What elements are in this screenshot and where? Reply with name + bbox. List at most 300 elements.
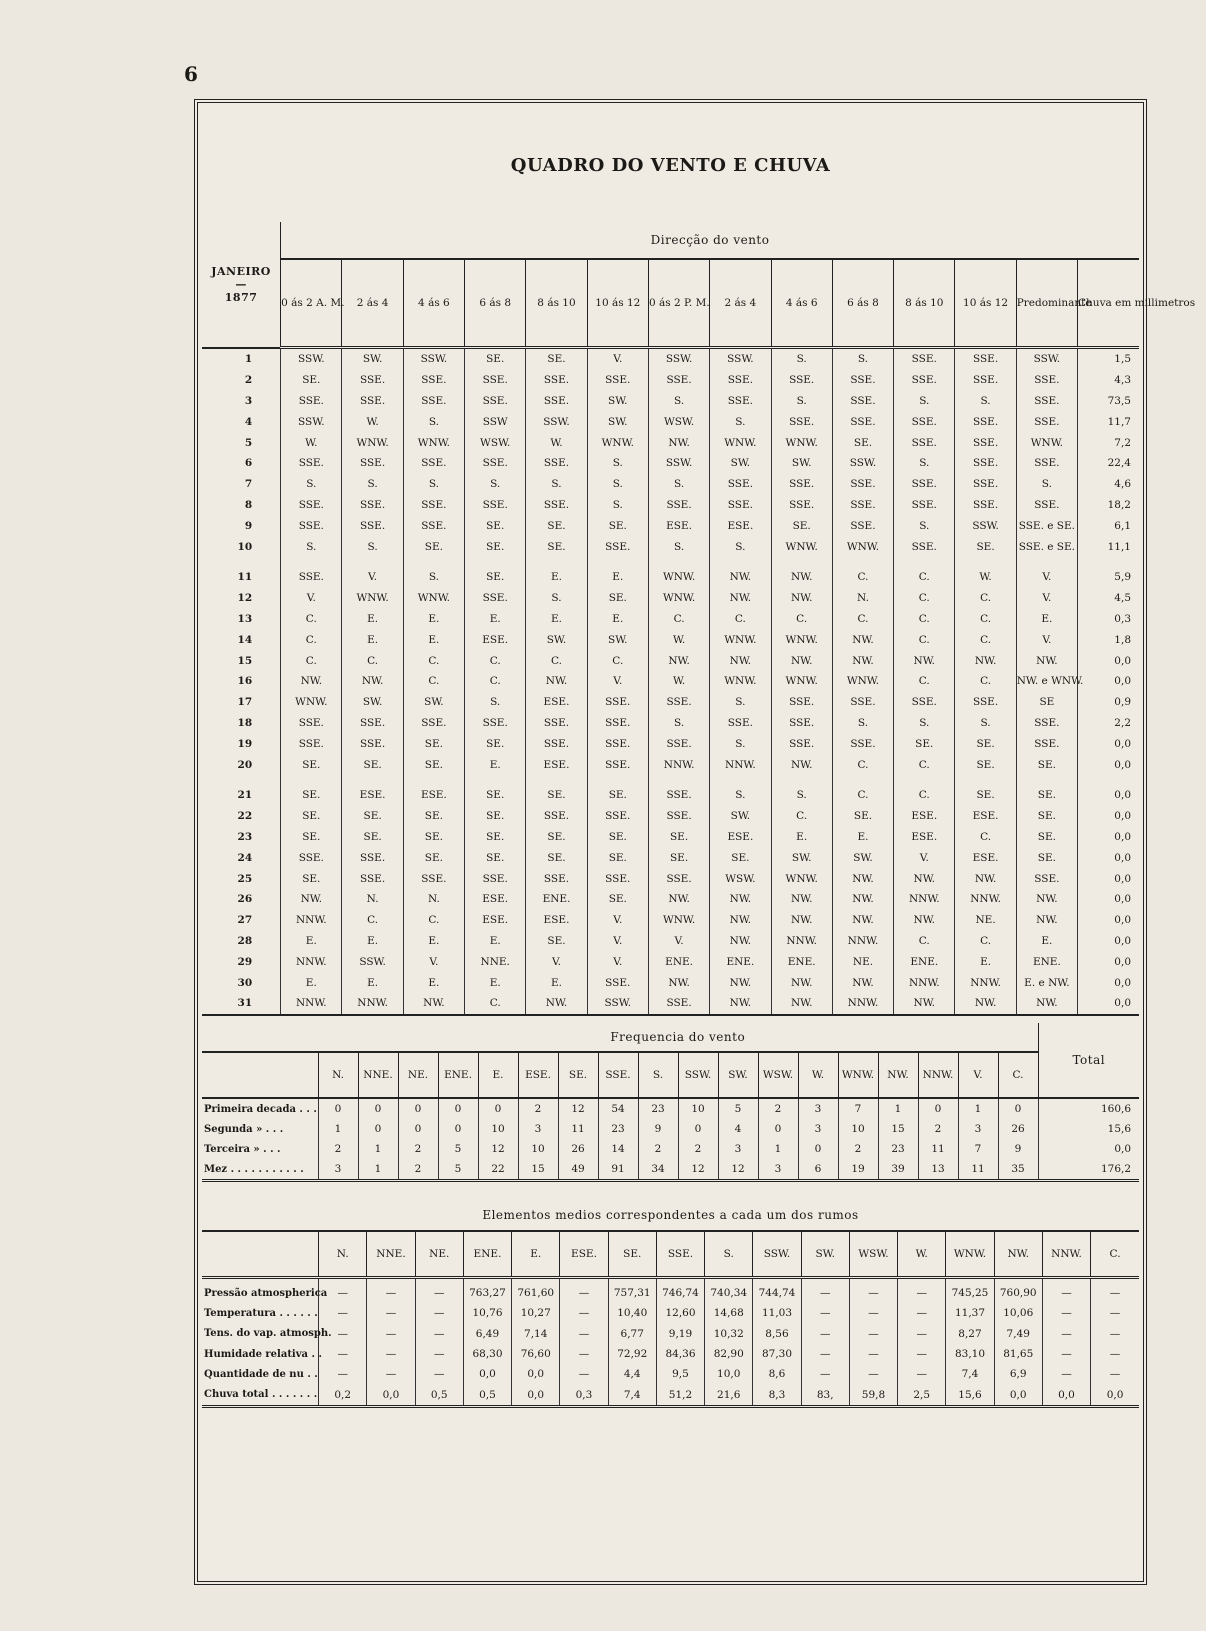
table-row (202, 1364, 1139, 1384)
direction-cell: WNW. (281, 692, 342, 713)
row-label: Segunda » . . . (204, 1123, 284, 1135)
direction-cell: SSE. (771, 411, 832, 432)
column-header: E. (512, 1231, 560, 1278)
frequency-cell: 11 (558, 1119, 598, 1139)
table-row (202, 806, 1139, 827)
frequency-cell: 15 (878, 1119, 918, 1139)
direction-cell: SSE. (771, 370, 832, 391)
rain-cell: 0,0 (1078, 775, 1139, 806)
element-cell: — (560, 1364, 608, 1384)
direction-cell: SSE. (832, 474, 893, 495)
rain-cell: 2,2 (1078, 713, 1139, 734)
table-row (202, 889, 1139, 910)
frequency-cell: 0 (438, 1119, 478, 1139)
frequency-cell: 2 (838, 1139, 878, 1159)
direction-cell: C. (342, 910, 403, 931)
direction-cell: SSE. (648, 733, 709, 754)
direction-cell: SSE. (403, 370, 464, 391)
direction-cell: SE. (281, 806, 342, 827)
row-label: Mez . . . . . . . . . . . (202, 1159, 318, 1181)
frequency-cell: 3 (718, 1139, 758, 1159)
direction-cell: SSE. (955, 474, 1016, 495)
rain-cell: 0,0 (1078, 827, 1139, 848)
direction-cell: V. (526, 951, 587, 972)
frequency-cell: 6 (798, 1159, 838, 1181)
direction-cell: S. (894, 713, 955, 734)
row-label: Primeira decada . . . (204, 1103, 317, 1115)
rain-cell: 0,0 (1078, 806, 1139, 827)
direction-cell: SE. (465, 847, 526, 868)
direction-cell: SE. (281, 868, 342, 889)
direction-cell: SSE. (955, 432, 1016, 453)
column-header: ESE. (518, 1052, 558, 1098)
column-header: 2 ás 4 (710, 259, 771, 348)
element-cell: 0,5 (463, 1384, 511, 1406)
rain-cell: 0,0 (1078, 754, 1139, 775)
direction-cell: SSE. (648, 868, 709, 889)
direction-cell: SSE. (832, 733, 893, 754)
direction-cell: NNW. (281, 993, 342, 1015)
direction-cell: SSE. (465, 588, 526, 609)
direction-cell: C. (465, 650, 526, 671)
direction-cell: SSE. (1016, 495, 1077, 516)
direction-cell: S. (342, 536, 403, 557)
day-cell: 25 (202, 868, 281, 889)
element-cell: — (319, 1324, 367, 1344)
direction-cell: C. (832, 775, 893, 806)
rain-cell: 18,2 (1078, 495, 1139, 516)
table-row (202, 692, 1139, 713)
element-cell: 10,27 (512, 1303, 560, 1323)
rain-cell: 0,0 (1078, 868, 1139, 889)
column-header: SSE. (656, 1231, 704, 1278)
element-cell: 11,03 (753, 1303, 801, 1323)
day-cell: 19 (202, 733, 281, 754)
direction-cell: SE. (526, 515, 587, 536)
column-header: 0 ás 2 P. M. (648, 259, 709, 348)
direction-cell: C. (894, 775, 955, 806)
direction-cell: NW. (832, 629, 893, 650)
direction-cell: SSE. (342, 453, 403, 474)
direction-cell: SSE. (648, 806, 709, 827)
column-header: Predominante (1016, 259, 1077, 348)
table-row (202, 588, 1139, 609)
direction-cell: NW. (832, 910, 893, 931)
frequency-cell: 2 (918, 1119, 958, 1139)
table-row (202, 515, 1139, 536)
direction-cell: SSE. (894, 536, 955, 557)
total-cell: 176,2 (1038, 1159, 1139, 1181)
row-label: Humidade relativa . . (204, 1348, 322, 1360)
frequency-cell: 7 (958, 1139, 998, 1159)
direction-cell: NNW. (832, 931, 893, 952)
day-cell: 28 (202, 931, 281, 952)
direction-cell: SE. (587, 775, 648, 806)
direction-cell: NNW. (955, 972, 1016, 993)
row-label: Terceira » . . . (204, 1143, 281, 1155)
column-header: N. (319, 1231, 367, 1278)
day-cell: 24 (202, 847, 281, 868)
direction-cell: E. (465, 609, 526, 630)
direction-cell: SSE. (955, 453, 1016, 474)
direction-cell: NNW. (648, 754, 709, 775)
element-cell: — (1042, 1278, 1090, 1304)
direction-cell: SSE. (587, 713, 648, 734)
element-cell: 68,30 (463, 1344, 511, 1364)
day-cell: 11 (202, 557, 281, 588)
column-header: SSW. (678, 1052, 718, 1098)
elements-caption: Elementos medios correspondentes a cada um dos rumos (202, 1200, 1139, 1231)
column-header: 8 ás 10 (894, 259, 955, 348)
element-cell: 0,0 (463, 1364, 511, 1384)
element-cell: 8,27 (946, 1324, 994, 1344)
direction-cell: E. (526, 609, 587, 630)
direction-cell: SE. (465, 348, 526, 370)
direction-cell: E. (403, 629, 464, 650)
direction-cell: WNW. (648, 557, 709, 588)
direction-cell: ESE. (465, 910, 526, 931)
direction-cell: S. (587, 474, 648, 495)
direction-cell: SSE. (281, 453, 342, 474)
direction-cell: NW. (1016, 993, 1077, 1015)
direction-cell: SE. (648, 827, 709, 848)
frequency-cell: 10 (678, 1098, 718, 1119)
direction-cell: SE. (1016, 775, 1077, 806)
direction-cell: SE. (955, 754, 1016, 775)
direction-cell: SSE. (710, 713, 771, 734)
direction-cell: WNW. (771, 536, 832, 557)
element-cell: — (415, 1278, 463, 1304)
rain-cell: 1,5 (1078, 348, 1139, 370)
direction-cell: SSE. (710, 391, 771, 412)
element-cell: — (1091, 1324, 1139, 1344)
direction-cell: NW. (771, 889, 832, 910)
column-header: WNW. (946, 1231, 994, 1278)
direction-cell: NW. (403, 993, 464, 1015)
element-cell: — (801, 1344, 849, 1364)
direction-cell: SE (1016, 692, 1077, 713)
element-cell: 76,60 (512, 1344, 560, 1364)
rain-cell: 4,5 (1078, 588, 1139, 609)
direction-cell: SSE. (1016, 733, 1077, 754)
direction-cell: SE. (465, 733, 526, 754)
element-cell: 6,77 (608, 1324, 656, 1344)
day-cell: 18 (202, 713, 281, 734)
direction-cell: WNW. (832, 536, 893, 557)
day-cell: 21 (202, 775, 281, 806)
direction-cell: SW. (342, 348, 403, 370)
direction-cell: SSE. e SE. (1016, 515, 1077, 536)
column-header: NW. (878, 1052, 918, 1098)
direction-cell: S. (403, 557, 464, 588)
direction-cell: SE. (771, 515, 832, 536)
direction-cell: S. (710, 733, 771, 754)
direction-cell: SSE. (403, 391, 464, 412)
direction-cell: SE. (342, 754, 403, 775)
frequency-cell: 23 (598, 1119, 638, 1139)
frequency-cell: 19 (838, 1159, 878, 1181)
element-cell: 744,74 (753, 1278, 801, 1304)
element-cell: 7,14 (512, 1324, 560, 1344)
direction-cell: V. (587, 671, 648, 692)
element-cell: — (898, 1303, 946, 1323)
direction-cell: SE. (526, 348, 587, 370)
direction-cell: SE. (465, 557, 526, 588)
direction-cell: C. (894, 754, 955, 775)
direction-cell: SSE. (342, 495, 403, 516)
direction-cell: NNW. (955, 889, 1016, 910)
direction-cell: NW. (1016, 910, 1077, 931)
direction-cell: C. (894, 671, 955, 692)
element-cell: — (1042, 1324, 1090, 1344)
direction-cell: SSE. (648, 775, 709, 806)
direction-cell: SSE. (955, 370, 1016, 391)
direction-cell: S. (894, 515, 955, 536)
direction-cell: SE. (342, 827, 403, 848)
direction-cell: W. (281, 432, 342, 453)
element-cell: — (560, 1303, 608, 1323)
column-header: 6 ás 8 (465, 259, 526, 348)
element-cell: 0,0 (1042, 1384, 1090, 1406)
direction-cell: S. (526, 474, 587, 495)
direction-cell: C. (955, 931, 1016, 952)
rain-cell: 1,8 (1078, 629, 1139, 650)
direction-cell: SE. (587, 588, 648, 609)
element-cell: — (1042, 1303, 1090, 1323)
day-cell: 4 (202, 411, 281, 432)
rain-cell: 0,0 (1078, 733, 1139, 754)
day-cell: 12 (202, 588, 281, 609)
direction-cell: SSE. (281, 515, 342, 536)
direction-cell: SSE. (648, 370, 709, 391)
direction-cell: SSW (465, 411, 526, 432)
direction-cell: C. (894, 588, 955, 609)
table-row (202, 1324, 1139, 1344)
direction-cell: SW. (403, 692, 464, 713)
column-header: NNW. (1042, 1231, 1090, 1278)
total-cell: 15,6 (1038, 1119, 1139, 1139)
direction-cell: SSE. (1016, 713, 1077, 734)
direction-cell: NW. (832, 889, 893, 910)
frequency-cell: 0 (358, 1098, 398, 1119)
direction-cell: WSW. (465, 432, 526, 453)
direction-cell: SSE. (832, 495, 893, 516)
direction-cell: NW. (710, 889, 771, 910)
frequency-cell: 2 (638, 1139, 678, 1159)
direction-cell: C. (465, 671, 526, 692)
direction-cell: NW. (281, 671, 342, 692)
table-row (202, 993, 1139, 1015)
direction-cell: SSE. (955, 495, 1016, 516)
frequency-cell: 23 (878, 1139, 918, 1159)
frequency-cell: 3 (958, 1119, 998, 1139)
column-header: SE. (608, 1231, 656, 1278)
direction-cell: WNW. (832, 671, 893, 692)
element-cell: — (367, 1364, 415, 1384)
direction-cell: E. (832, 827, 893, 848)
day-cell: 22 (202, 806, 281, 827)
direction-cell: NW. (955, 650, 1016, 671)
column-header: 8 ás 10 (526, 259, 587, 348)
direction-cell: SSE. (771, 474, 832, 495)
table-row (202, 910, 1139, 931)
direction-cell: NW. (771, 754, 832, 775)
column-header: S. (638, 1052, 678, 1098)
element-cell: — (801, 1278, 849, 1304)
column-header: C. (1091, 1231, 1139, 1278)
day-cell: 14 (202, 629, 281, 650)
direction-cell: NW. (526, 671, 587, 692)
direction-cell: E. (771, 827, 832, 848)
element-cell: 81,65 (994, 1344, 1042, 1364)
direction-cell: NW. (955, 868, 1016, 889)
table-row (202, 1098, 1139, 1119)
direction-cell: SE. (403, 536, 464, 557)
frequency-cell: 1 (758, 1139, 798, 1159)
day-cell: 1 (202, 348, 281, 370)
direction-cell: SE. (587, 515, 648, 536)
table-row (202, 775, 1139, 806)
direction-cell: S. (771, 348, 832, 370)
rain-cell: 22,4 (1078, 453, 1139, 474)
column-header: V. (958, 1052, 998, 1098)
table-row (202, 650, 1139, 671)
element-cell: — (801, 1324, 849, 1344)
direction-cell: WNW. (1016, 432, 1077, 453)
direction-cell: WNW. (648, 910, 709, 931)
direction-cell: WNW. (403, 588, 464, 609)
direction-cell: SSE. (771, 495, 832, 516)
direction-cell: SSE. (832, 515, 893, 536)
frequency-cell: 9 (638, 1119, 678, 1139)
direction-cell: SSE. (342, 847, 403, 868)
element-cell: 11,37 (946, 1303, 994, 1323)
table-row (202, 609, 1139, 630)
frequency-cell: 5 (438, 1159, 478, 1181)
direction-cell: NW. (771, 993, 832, 1015)
element-cell: — (849, 1303, 897, 1323)
column-header: 10 ás 12 (955, 259, 1016, 348)
frequency-cell: 12 (718, 1159, 758, 1181)
direction-cell: E. (587, 609, 648, 630)
direction-cell: E. (342, 629, 403, 650)
day-cell: 6 (202, 453, 281, 474)
direction-cell: SSE. (1016, 411, 1077, 432)
direction-cell: NW. (710, 650, 771, 671)
direction-cell: SSE. (832, 391, 893, 412)
direction-cell: C. (894, 931, 955, 952)
direction-cell: SSE. (403, 453, 464, 474)
element-cell: — (1091, 1344, 1139, 1364)
element-cell: 9,5 (656, 1364, 704, 1384)
column-header: 10 ás 12 (587, 259, 648, 348)
rain-cell: 0,0 (1078, 910, 1139, 931)
element-cell: 15,6 (946, 1384, 994, 1406)
direction-cell: ESE. (710, 827, 771, 848)
column-header: W. (898, 1231, 946, 1278)
element-cell: 51,2 (656, 1384, 704, 1406)
direction-cell: SSE. (342, 391, 403, 412)
direction-cell: E. (281, 972, 342, 993)
direction-cell: E. (587, 557, 648, 588)
direction-cell: SSE. (1016, 868, 1077, 889)
frequency-cell: 0 (358, 1119, 398, 1139)
direction-cell: SSE. (526, 391, 587, 412)
element-cell: 10,0 (705, 1364, 753, 1384)
direction-cell: NW. (526, 993, 587, 1015)
direction-cell: NNW. (894, 889, 955, 910)
direction-cell: NNE. (465, 951, 526, 972)
direction-cell: SSE. (281, 733, 342, 754)
direction-cell: NW. (832, 868, 893, 889)
frequency-cell: 11 (958, 1159, 998, 1181)
direction-cell: ESE. (342, 775, 403, 806)
element-cell: 0,3 (560, 1384, 608, 1406)
wind-direction-table (202, 222, 1196, 1016)
frequency-cell: 91 (598, 1159, 638, 1181)
year-label: 1877 (224, 290, 258, 304)
column-header: WSW. (758, 1052, 798, 1098)
element-cell: 0,0 (994, 1384, 1042, 1406)
direction-cell: WNW. (771, 432, 832, 453)
element-cell: 87,30 (753, 1344, 801, 1364)
rain-cell: 0,0 (1078, 931, 1139, 952)
rain-cell: 4,3 (1078, 370, 1139, 391)
direction-cell: SSE. (465, 391, 526, 412)
direction-cell: SSE. (403, 495, 464, 516)
direction-cell: SSE. (465, 370, 526, 391)
direction-cell: SE. (1016, 847, 1077, 868)
direction-cell: S. (648, 474, 709, 495)
element-cell: 740,34 (705, 1278, 753, 1304)
direction-cell: S. (710, 775, 771, 806)
direction-cell: NW. (894, 910, 955, 931)
rain-cell: 0,0 (1078, 847, 1139, 868)
table-row (202, 411, 1139, 432)
direction-cell: SSE. (832, 370, 893, 391)
direction-cell: E. (526, 557, 587, 588)
frequency-cell: 2 (758, 1098, 798, 1119)
element-cell: — (367, 1303, 415, 1323)
element-cell: — (415, 1344, 463, 1364)
direction-cell: C. (587, 650, 648, 671)
direction-cell: SSW. (710, 348, 771, 370)
direction-cell: SE. (281, 827, 342, 848)
day-cell: 27 (202, 910, 281, 931)
direction-cell: NNW. (771, 931, 832, 952)
direction-cell: S. (894, 391, 955, 412)
column-header: NW. (994, 1231, 1042, 1278)
direction-cell: NW. (342, 671, 403, 692)
frequency-cell: 5 (438, 1139, 478, 1159)
table-row (202, 536, 1139, 557)
table-row (202, 370, 1139, 391)
direction-cell: SSW. (648, 348, 709, 370)
day-cell: 30 (202, 972, 281, 993)
direction-cell: SSW. (281, 348, 342, 370)
direction-cell: WNW. (771, 629, 832, 650)
day-cell: 2 (202, 370, 281, 391)
frequency-cell: 5 (718, 1098, 758, 1119)
direction-cell: SE. (955, 733, 1016, 754)
direction-cell: S. (894, 453, 955, 474)
direction-cell: E. (403, 931, 464, 952)
element-cell: — (1091, 1278, 1139, 1304)
direction-cell: SE. (894, 733, 955, 754)
direction-cell: SE. (465, 827, 526, 848)
frequency-cell: 2 (398, 1139, 438, 1159)
direction-cell: S. (955, 391, 1016, 412)
